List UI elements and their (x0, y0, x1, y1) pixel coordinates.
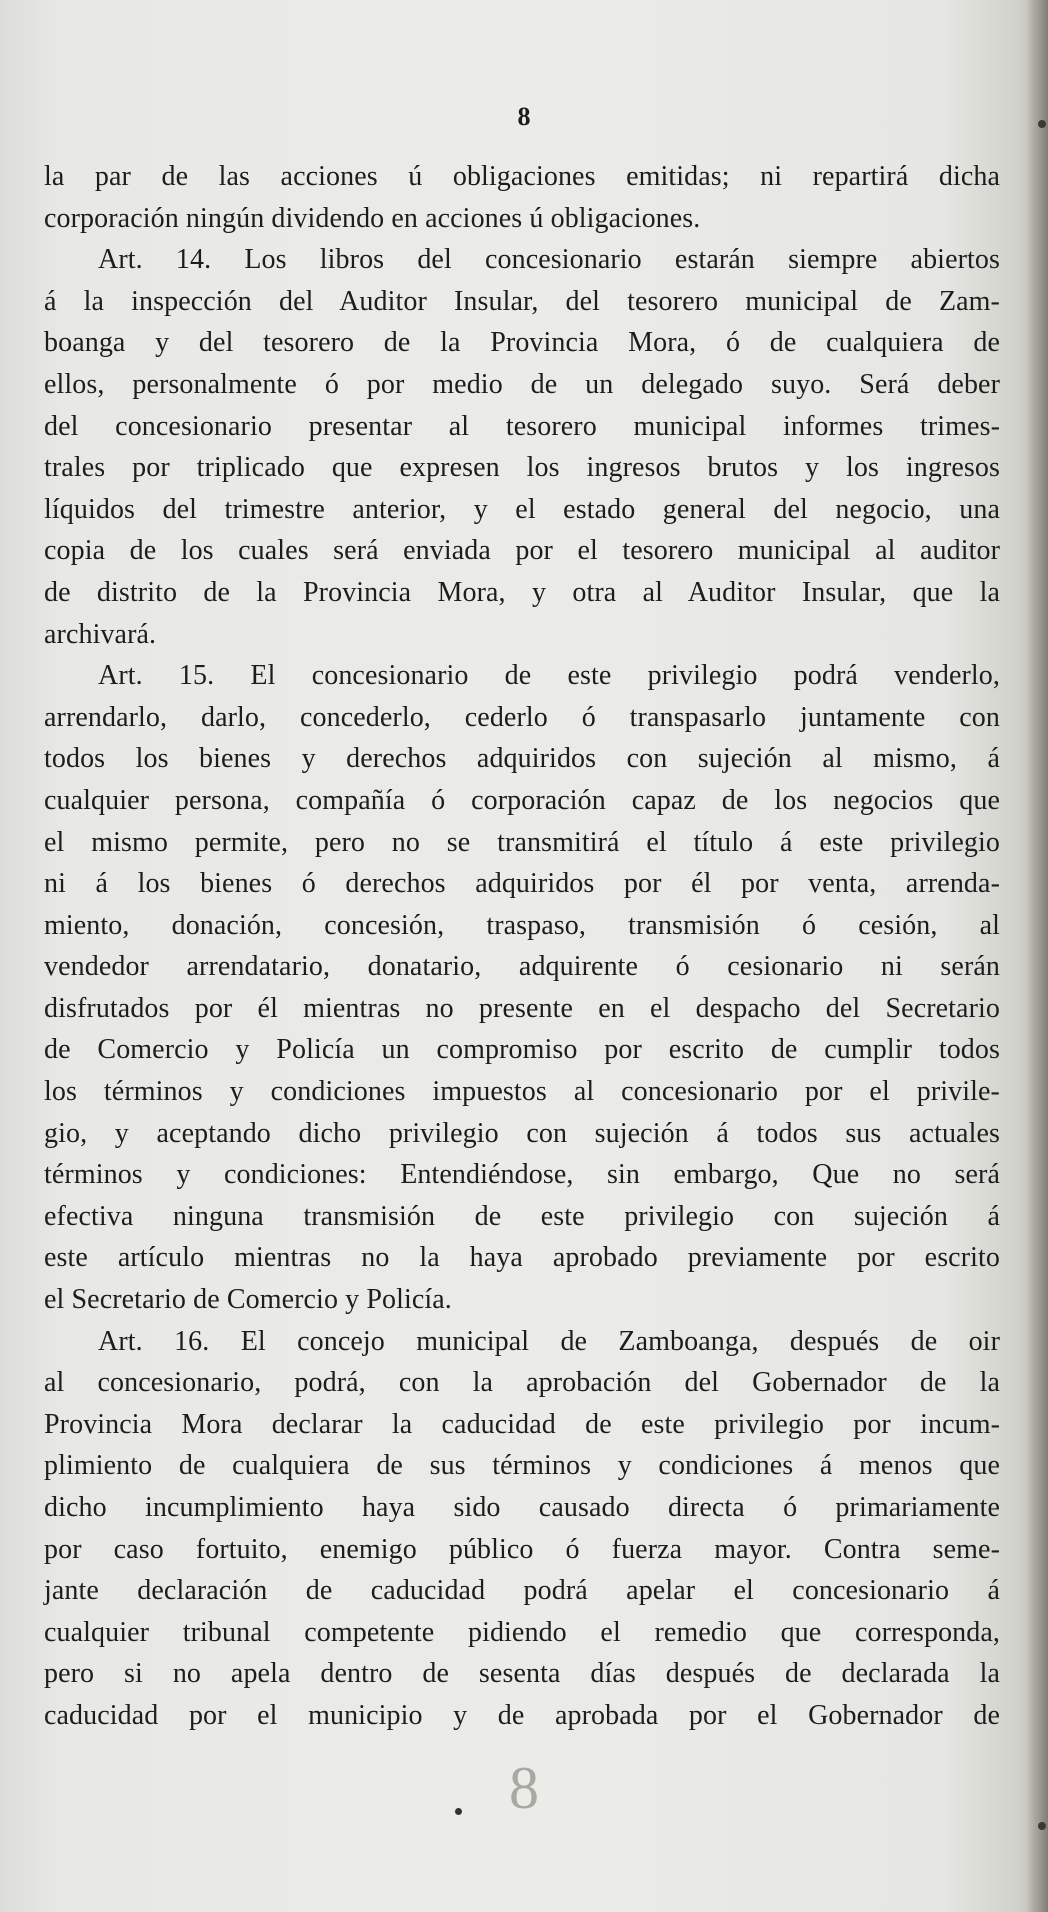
text-line: términos y condiciones: Entendiéndose, sin embargo, Que no será (44, 1159, 1000, 1191)
text-line: de Comercio y Policía un compromiso por escrito de cumplir todos (44, 1034, 1000, 1066)
text-line: del concesionario presentar al tesorero municipal informes trimes- (44, 410, 1000, 442)
text-line: á la inspección del Auditor Insular, del tesorero municipal de Zam- (44, 285, 1000, 317)
text-line: gio, y aceptando dicho privilegio con sujeción á todos sus actuales (44, 1117, 1000, 1149)
text-line: boanga y del tesorero de la Provincia Mora, ó de cualquiera de (44, 327, 1000, 359)
text-line: arrendarlo, darlo, concederlo, cederlo ó transpasarlo juntamente con (44, 701, 1000, 733)
text-line: caducidad por el municipio y de aprobada por el Gobernador de (44, 1699, 1000, 1731)
text-line: jante declaración de caducidad podrá apelar el concesionario á (44, 1575, 1000, 1607)
text-line: corporación ningún dividendo en acciones ú obligaciones. (44, 202, 701, 234)
text-line: cualquier persona, compañía ó corporación capaz de los negocios que (44, 784, 1000, 816)
text-line: archivará. (44, 618, 157, 650)
text-line: pero si no apela dentro de sesenta días después de declarada la (44, 1658, 1000, 1690)
page-edge-shadow (1026, 0, 1048, 1912)
text-line: miento, donación, concesión, traspaso, transmisión ó cesión, al (44, 909, 1000, 941)
page-number: 8 (517, 102, 531, 131)
text-line: todos los bienes y derechos adquiridos con sujeción al mismo, á (44, 743, 1000, 775)
text-line: disfrutados por él mientras no presente en el despacho del Secretario (44, 992, 1000, 1024)
text-line: al concesionario, podrá, con la aprobación del Gobernador de la (44, 1367, 1000, 1399)
text-line: cualquier tribunal competente pidiendo el remedio que corresponda, (44, 1616, 1000, 1648)
text-line: ellos, personalmente ó por medio de un delegado suyo. Será deber (44, 368, 1000, 400)
text-line: trales por triplicado que expresen los ingresos brutos y los ingresos (44, 452, 1000, 484)
text-line: ni á los bienes ó derechos adquiridos por él por venta, arrenda- (44, 868, 1000, 900)
text-line: el mismo permite, pero no se transmitirá el título á este privilegio (44, 826, 1000, 858)
text-line: los términos y condiciones impuestos al concesionario por el privile- (44, 1076, 1000, 1108)
text-line: la par de las acciones ú obligaciones emitidas; ni repartirá dicha (44, 161, 1000, 192)
text-line: efectiva ninguna transmisión de este privilegio con sujeción á (44, 1200, 1000, 1232)
text-line: plimiento de cualquiera de sus términos y condiciones á menos que (44, 1450, 1000, 1482)
text-line: Art. 14. Los libros del concesionario estarán siempre abiertos (98, 244, 1000, 276)
text-line: líquidos del trimestre anterior, y el estado general del negocio, una (44, 493, 1000, 525)
body-text (44, 156, 1000, 1737)
text-line: este artículo mientras no la haya aprobado previamente por escrito (44, 1242, 1000, 1274)
text-line: Art. 15. El concesionario de este privilegio podrá venderlo, (98, 660, 1000, 692)
footer-page-number: 8 (509, 1755, 539, 1821)
text-line: de distrito de la Provincia Mora, y otra al Auditor Insular, que la (44, 576, 1000, 608)
text-line: Provincia Mora declarar la caducidad de este privilegio por incum- (44, 1408, 1000, 1440)
text-line: el Secretario de Comercio y Policía. (44, 1284, 452, 1316)
edge-speck (1038, 1822, 1046, 1830)
text-line: vendedor arrendatario, donatario, adquirente ó cesionario ni serán (44, 951, 1000, 983)
text-line: Art. 16. El concejo municipal de Zamboanga, después de oir (98, 1325, 1000, 1357)
text-line: dicho incumplimiento haya sido causado directa ó primariamente (44, 1492, 1000, 1523)
text-line: por caso fortuito, enemigo público ó fuerza mayor. Contra seme- (44, 1533, 1000, 1565)
text-line: copia de los cuales será enviada por el tesorero municipal al auditor (44, 535, 1000, 567)
